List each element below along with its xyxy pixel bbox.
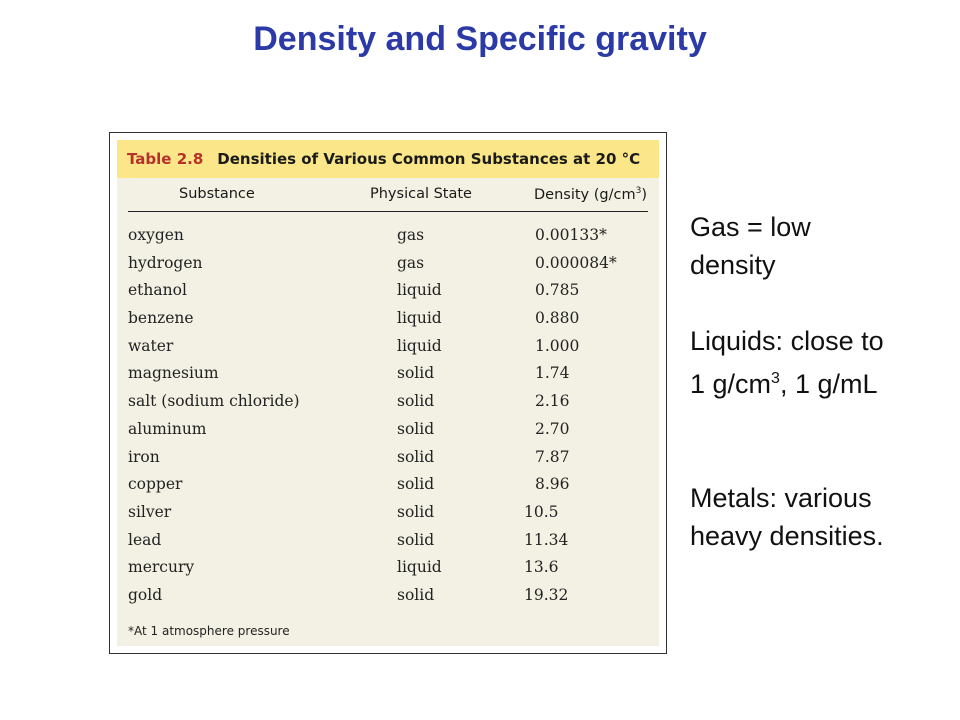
table-row — [117, 501, 659, 529]
state-cell: solid — [397, 530, 435, 549]
state-cell: solid — [397, 392, 435, 411]
table-row — [117, 279, 659, 307]
substance-cell: iron — [128, 447, 160, 466]
note-liquids-ml: , 1 g/mL — [779, 369, 878, 399]
density-value: 1.74 — [535, 364, 570, 383]
density-cell — [524, 224, 644, 246]
substance-cell: lead — [128, 530, 162, 549]
substance-cell: copper — [128, 475, 183, 494]
note-gas-line2: density — [690, 250, 776, 280]
table-row — [117, 473, 659, 501]
table-row — [117, 335, 659, 363]
note-metals-line2: heavy densities. — [690, 521, 884, 551]
density-cell — [524, 473, 644, 495]
state-cell: solid — [397, 419, 435, 438]
density-header-close: ) — [641, 186, 647, 203]
substance-cell: gold — [128, 585, 163, 604]
density-value: 0.880 — [535, 309, 580, 328]
note-metals-line1: Metals: various — [690, 483, 872, 513]
density-value: 0.000084* — [535, 253, 617, 272]
density-cell — [524, 446, 644, 468]
density-cell — [524, 390, 644, 412]
density-table — [109, 132, 667, 654]
table-row — [117, 224, 659, 252]
density-cell — [524, 418, 644, 440]
slide-title: Density and Specific gravity — [253, 20, 707, 58]
note-liquids-sup: 3 — [771, 370, 780, 387]
density-cell — [524, 529, 644, 551]
table-body — [117, 224, 659, 612]
note-gas-line1: Gas = low — [690, 212, 811, 242]
table-caption-text: Densities of Various Common Substances at 20 °C — [217, 150, 641, 168]
substance-cell: ethanol — [128, 281, 187, 300]
density-value: 8.96 — [535, 475, 570, 494]
density-cell — [524, 335, 644, 357]
substance-cell: oxygen — [128, 226, 184, 244]
substance-cell: salt (sodium chloride) — [128, 392, 300, 411]
density-value: 1.000 — [535, 336, 580, 355]
substance-cell: magnesium — [128, 364, 219, 383]
density-cell — [524, 501, 644, 523]
density-value: 13.6 — [524, 558, 559, 577]
table-row — [117, 390, 659, 418]
substance-cell: benzene — [128, 309, 194, 328]
state-cell: liquid — [397, 309, 442, 328]
table-footnote: *At 1 atmosphere pressure — [128, 624, 290, 638]
substance-cell: water — [128, 336, 174, 355]
note-liquids-unit: 1 g/cm — [690, 369, 772, 399]
state-cell: solid — [397, 502, 435, 521]
table-row — [117, 529, 659, 557]
substance-cell: silver — [128, 502, 172, 521]
density-value: 11.34 — [524, 530, 569, 549]
state-cell: solid — [397, 364, 435, 383]
column-header-state: Physical State — [370, 186, 472, 202]
density-value: 7.87 — [535, 447, 570, 466]
substance-cell: aluminum — [128, 419, 207, 438]
state-cell: liquid — [397, 281, 442, 300]
table-row — [117, 584, 659, 612]
state-cell: liquid — [397, 336, 442, 355]
table-row — [117, 307, 659, 335]
table-caption — [117, 140, 659, 178]
header-rule — [128, 211, 648, 212]
substance-cell: hydrogen — [128, 253, 203, 272]
substance-cell: mercury — [128, 558, 195, 577]
density-header-text: Density (g/cm — [534, 186, 636, 203]
table-row — [117, 418, 659, 446]
table-row — [117, 362, 659, 390]
table-row — [117, 446, 659, 474]
column-header-density — [534, 186, 647, 203]
note-liquids-line1: Liquids: close to — [690, 326, 884, 356]
state-cell: liquid — [397, 558, 442, 577]
table-row — [117, 252, 659, 280]
column-header-substance: Substance — [179, 186, 255, 202]
density-cell — [524, 584, 644, 606]
state-cell: gas — [397, 226, 425, 244]
density-cell — [524, 362, 644, 384]
state-cell: solid — [397, 585, 435, 604]
density-value: 2.16 — [535, 392, 570, 411]
state-cell: gas — [397, 253, 425, 272]
density-cell — [524, 556, 644, 578]
state-cell: solid — [397, 447, 435, 466]
density-cell — [524, 307, 644, 329]
density-value: 0.785 — [535, 281, 580, 300]
density-header-sup: 3 — [635, 186, 642, 196]
density-value: 19.32 — [524, 585, 569, 604]
table-row — [117, 556, 659, 584]
density-cell — [524, 252, 644, 274]
density-value: 0.00133* — [535, 226, 607, 244]
table-panel — [117, 140, 659, 646]
density-value: 2.70 — [535, 419, 570, 438]
note-liquids-line2 — [690, 360, 952, 403]
density-cell — [524, 279, 644, 301]
notes-panel — [690, 208, 952, 555]
table-number: Table 2.8 — [127, 150, 204, 168]
state-cell: solid — [397, 475, 435, 494]
density-value: 10.5 — [524, 502, 559, 521]
